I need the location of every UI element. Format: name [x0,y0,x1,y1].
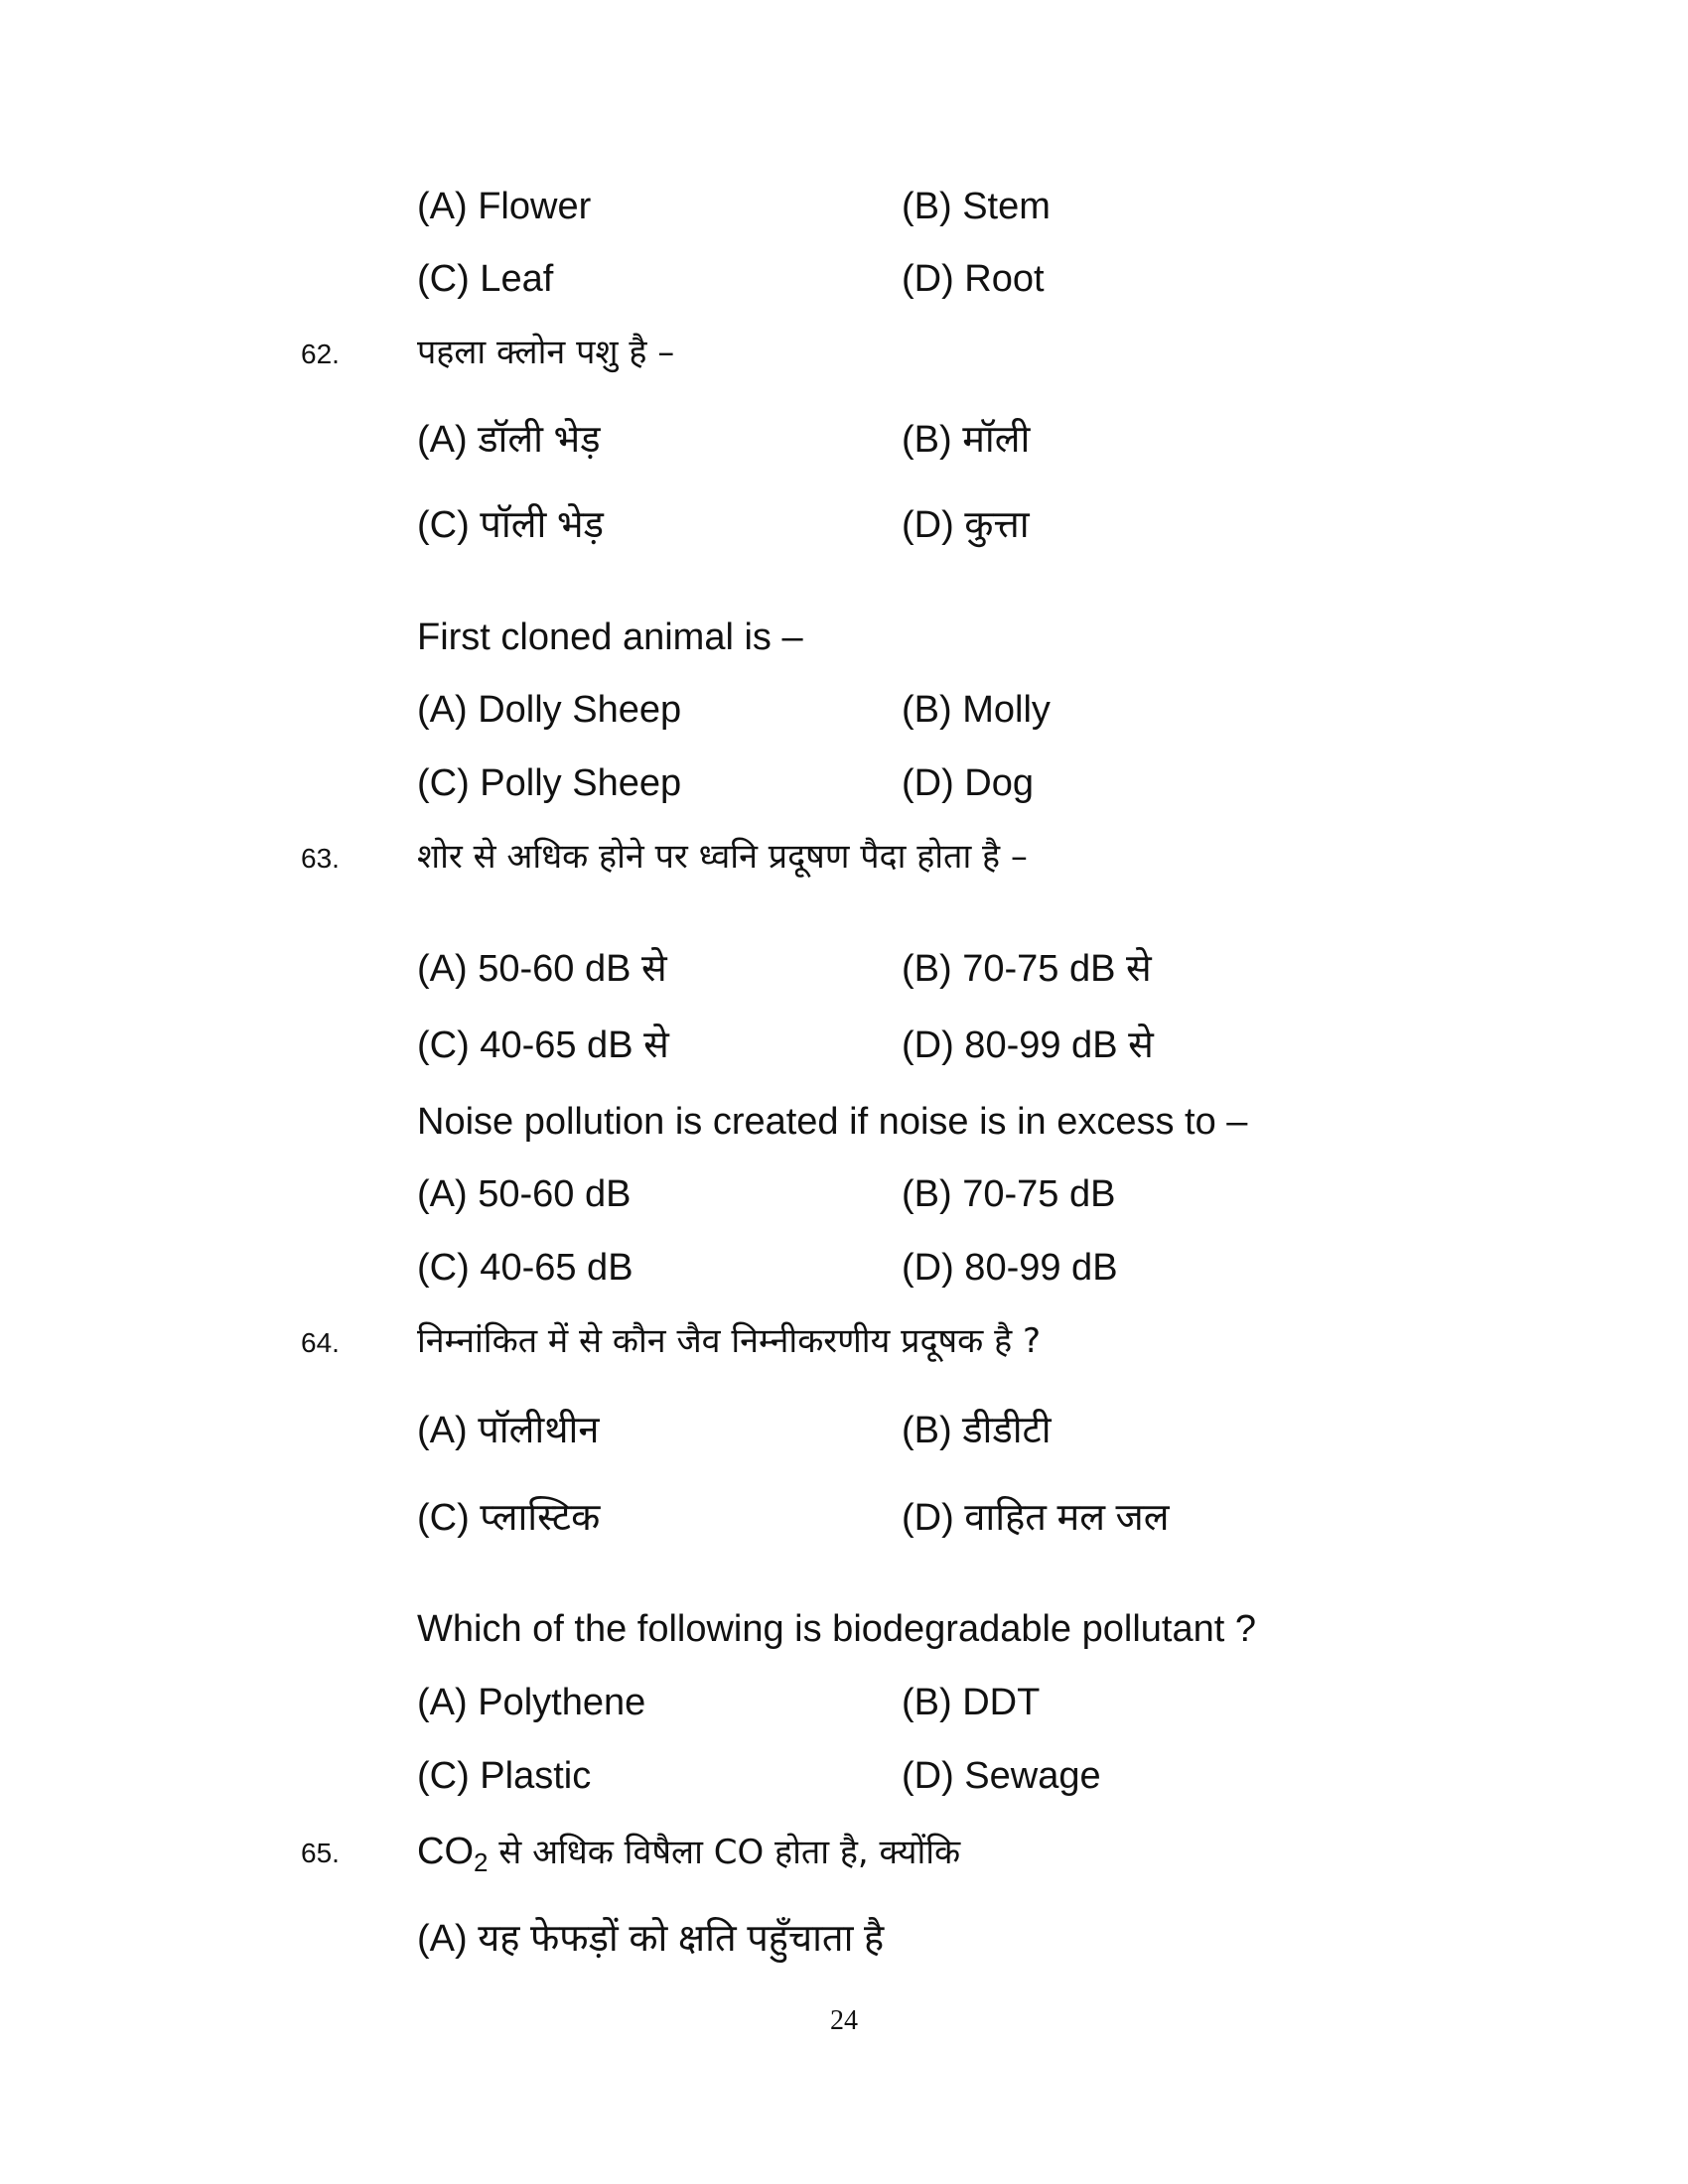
q63-english-option-d: (D) 80-99 dB [902,1247,1118,1289]
q64-english-option-a: (A) Polythene [417,1682,646,1723]
q62-english-option-c: (C) Polly Sheep [417,762,682,804]
q62-english-option-d: (D) Dog [902,762,1035,804]
q61-option-d: (D) Root [902,258,1045,300]
q64-hindi-option-a: (A) पॉलीथीन [417,1410,600,1451]
q65-hindi-option-a: (A) यह फेफड़ों को क्षति पहुँचाता है [417,1918,885,1960]
q63-hindi-option-b: (B) 70-75 dB से [902,948,1152,990]
q64-hindi-option-d: (D) वाहित मल जल [902,1497,1170,1539]
question-number-62: 62. [301,339,340,369]
q62-english-stem: First cloned animal is – [417,616,803,658]
question-number-63: 63. [301,843,340,874]
page-number: 24 [830,2005,858,2036]
q63-hindi-stem: शोर से अधिक होने पर ध्वनि प्रदूषण पैदा होता है – [417,837,1028,877]
q61-option-c: (C) Leaf [417,258,554,300]
q64-english-stem: Which of the following is biodegradable pollutant ? [417,1608,1256,1650]
q62-hindi-option-c: (C) पॉली भेड़ [417,504,604,546]
q65-co2-subscript: 2 [474,1847,489,1877]
q63-hindi-option-a: (A) 50-60 dB से [417,948,667,990]
question-number-65: 65. [301,1838,340,1868]
q63-english-stem: Noise pollution is created if noise is in excess to – [417,1101,1248,1143]
q64-english-option-c: (C) Plastic [417,1755,592,1797]
q64-hindi-option-b: (B) डीडीटी [902,1410,1052,1451]
q63-hindi-option-c: (C) 40-65 dB से [417,1024,669,1066]
q62-hindi-option-d: (D) कुत्ता [902,504,1030,546]
q62-hindi-option-b: (B) मॉली [902,419,1031,461]
q62-english-option-a: (A) Dolly Sheep [417,689,682,731]
q61-option-b: (B) Stem [902,186,1051,227]
q64-hindi-stem: निम्नांकित में से कौन जैव निम्नीकरणीय प्रदूषक है ? [417,1321,1042,1361]
q63-english-option-a: (A) 50-60 dB [417,1173,632,1215]
q64-english-option-b: (B) DDT [902,1682,1041,1723]
q63-english-option-b: (B) 70-75 dB [902,1173,1116,1215]
q65-hindi-stem-rest: से अधिक विषैला CO होता है, क्योंकि [488,1833,961,1872]
q64-english-option-d: (D) Sewage [902,1755,1101,1797]
q64-hindi-option-c: (C) प्लास्टिक [417,1497,601,1539]
q63-english-option-c: (C) 40-65 dB [417,1247,633,1289]
q61-option-a: (A) Flower [417,186,592,227]
q62-hindi-option-a: (A) डॉली भेड़ [417,419,601,461]
q62-hindi-stem: पहला क्लोन पशु है – [417,333,675,372]
q63-hindi-option-d: (D) 80-99 dB से [902,1024,1154,1066]
question-number-64: 64. [301,1327,340,1358]
q62-english-option-b: (B) Molly [902,689,1051,731]
q65-hindi-stem [417,1829,960,1875]
q65-co2-text: CO [417,1831,474,1872]
